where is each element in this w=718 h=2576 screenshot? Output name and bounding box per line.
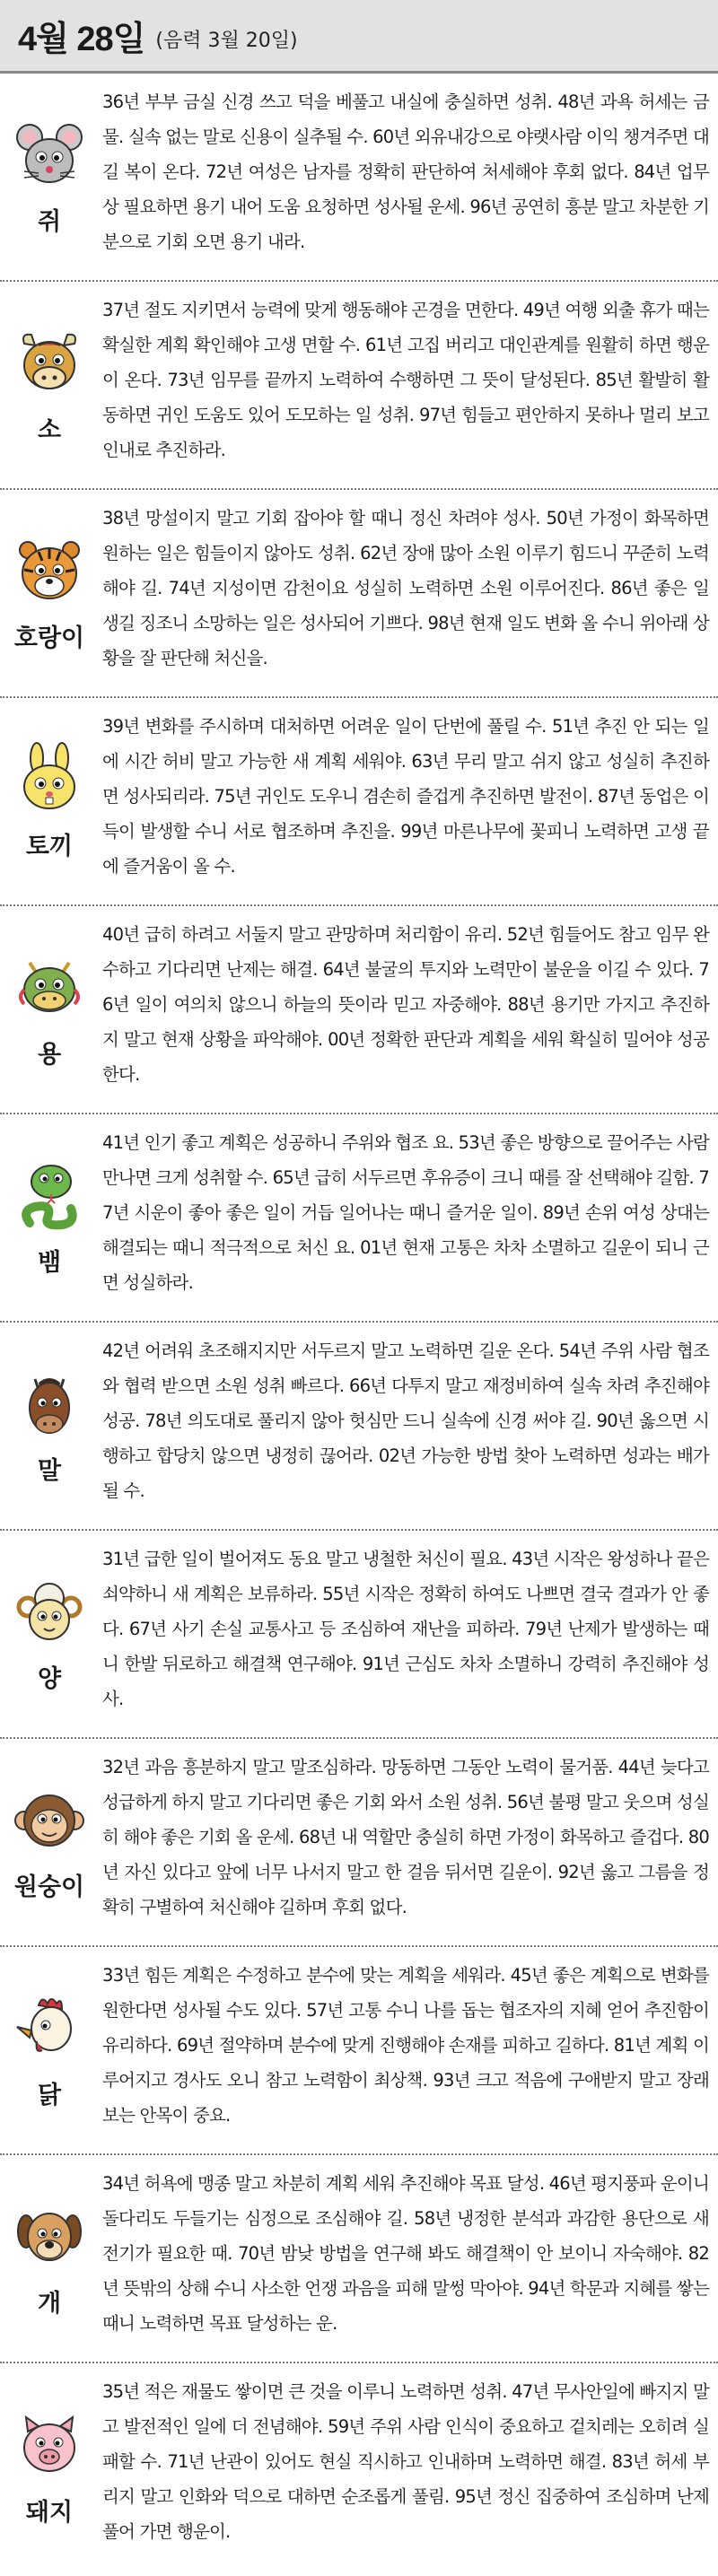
page-header [0, 0, 718, 74]
animal-name: 소 [37, 415, 62, 444]
animal-cell [0, 1531, 99, 1737]
animal-cell [0, 74, 99, 280]
animal-cell [0, 1323, 99, 1529]
fortune-text: 32년 과음 흥분하지 말고 말조심하라. 망동하면 그동안 노력이 물거품. 44년 늦다고 성급하게 하지 말고 기다리면 좋은 기회 와서 소원 성취. 56년 불평 말고 웃으며 성실히 해야 좋은 기회 올 운세. 68년 내 역할만 충실히 하면 가정이 화목하고 즐겁다. 80년 자신 있다고 앞에 너무 나서지 말고 한 걸음 뒤서면 길운이. 92년 옳고 그름을 정확히 구별하여 처신해야 길하며 후회 없다. [102, 1757, 709, 1917]
tiger-icon [12, 534, 87, 609]
animal-cell [0, 906, 99, 1113]
animal-name: 호랑이 [13, 624, 85, 652]
animal-name: 말 [37, 1456, 62, 1485]
fortune-text: 35년 적은 재물도 쌓이면 큰 것을 이루니 노력하면 성취. 47년 무사안일에 빠지지 말고 발전적인 일에 더 전념해야. 59년 주위 사람 인식이 중요하고 겉치레는 오히려 실패할 수. 71년 난관이 있어도 현실 직시하고 인내하며 노력하면 해결. 83년 허세 부리지 말고 인화와 덕으로 대하면 순조롭게 풀림. 95년 정신 집중하여 조심하며 난제 풀어 가면 행운이. [102, 2381, 709, 2542]
animal-name: 돼지 [25, 2498, 74, 2527]
animal-name: 양 [37, 1664, 62, 1693]
fortune-text: 31년 급한 일이 벌어져도 동요 말고 냉철한 처신이 필요. 43년 시작은 왕성하나 끝은 쇠약하니 새 계획은 보류하라. 55년 시작은 정확히 하여도 나쁘면 결국 결과가 안 좋다. 67년 사기 손실 교통사고 등 조심하여 재난을 피하라. 79년 난제가 발생하는 때니 한발 뒤로하고 해결책 연구해야. 91년 근심도 차차 소멸하니 강력히 추진해야 성사. [102, 1549, 709, 1709]
animal-cell [0, 1739, 99, 1945]
fortune-row-sheep [0, 1531, 718, 1739]
animal-cell [0, 2363, 99, 2572]
dragon-icon [12, 950, 87, 1026]
ox-icon [12, 326, 87, 401]
fortune-text: 38년 망설이지 말고 기회 잡아야 할 때니 정신 차려야 성사. 50년 가정이 화목하면 원하는 일은 힘들이지 않아도 성취. 62년 장애 많아 소원 이루기 힘드니 꾸준히 노력해야 길. 74년 지성이면 감천이요 성실히 노력하면 소원 이루어진다. 86년 좋은 일 생길 징조니 소망하는 일은 성사되어 기쁘다. 98년 현재 일도 변화 올 수니 위아래 상황을 잘 판단해 처신을. [102, 508, 709, 668]
lunar-date: (음력 3월 20일) [155, 30, 298, 52]
fortune-list [0, 74, 718, 2572]
fortune-row-rat [0, 74, 718, 282]
fortune-text: 39년 변화를 주시하며 대처하면 어려운 일이 단번에 풀릴 수. 51년 추진 안 되는 일에 시간 허비 말고 가능한 새 계획 세워야. 63년 무리 말고 쉬지 않고 성실히 추진하면 성사되리라. 75년 귀인도 도우니 겸손히 즐겁게 추진하면 발전이. 87년 동업은 이득이 발생할 수니 서로 협조하며 추진을. 99년 마른나무에 꽃피니 노력하면 고생 끝에 즐거움이 올 수. [102, 716, 709, 877]
fortune-text: 37년 절도 지키면서 능력에 맞게 행동해야 곤경을 면한다. 49년 여행 외출 휴가 때는 확실한 계획 확인해야 고생 면할 수. 61년 고집 버리고 대인관계를 원활히 하면 행운이 온다. 73년 임무를 끝까지 노력하여 수행하면 그 뜻이 달성된다. 85년 활발히 활동하면 귀인 도움도 있어 도모하는 일 성취. 97년 힘들고 편안하지 못하나 멀리 보고 인내로 추진하라. [102, 300, 709, 460]
animal-cell [0, 282, 99, 488]
fortune-row-snake [0, 1114, 718, 1323]
animal-name: 개 [37, 2289, 62, 2318]
animal-cell [0, 1114, 99, 1321]
fortune-text: 34년 허욕에 맹종 말고 차분히 계획 세워 추진해야 목표 달성. 46년 평지풍파 운이니 돌다리도 두들기는 심정으로 조심해야 길. 58년 냉정한 분석과 과감한 용단으로 새 전기가 필요한 때. 70년 밤낮 방법을 연구해 봐도 해결책이 안 보이니 자숙해야. 82년 뜻밖의 상해 수니 사소한 언쟁 과음을 피해 말썽 막아야. 94년 학문과 지혜를 쌓는 때니 노력하면 목표 달성하는 운. [102, 2173, 709, 2334]
fortune-row-monkey [0, 1739, 718, 1947]
fortune-row-rooster [0, 1947, 718, 2155]
animal-name: 토끼 [25, 832, 74, 860]
rat-icon [12, 118, 87, 193]
fortune-row-dog [0, 2155, 718, 2363]
animal-cell [0, 698, 99, 904]
fortune-text: 33년 힘든 계획은 수정하고 분수에 맞는 계획을 세워라. 45년 좋은 계획으로 변화를 원한다면 성사될 수도 있다. 57년 고통 수니 나를 돕는 협조자의 지혜 얻어 추진함이 유리하다. 69년 절약하며 분수에 맞게 진행해야 손재를 피하고 길하다. 81년 계획 이루어지고 경사도 오니 참고 노력함이 최상책. 93년 크고 적음에 구애받지 말고 장래 보는 안목이 중요. [102, 1965, 709, 2126]
fortune-row-pig [0, 2363, 718, 2572]
animal-name: 원숭이 [13, 1873, 85, 1901]
animal-name: 뱀 [37, 1248, 62, 1277]
animal-name: 쥐 [37, 207, 62, 236]
pig-icon [12, 2408, 87, 2484]
fortune-row-ox [0, 282, 718, 490]
dog-icon [12, 2199, 87, 2275]
date-title: 4월 28일 [18, 21, 145, 58]
rooster-icon [12, 1991, 87, 2066]
animal-name: 닭 [37, 2081, 62, 2109]
fortune-text: 42년 어려워 초조해지지만 서두르지 말고 노력하면 길운 온다. 54년 주위 사람 협조와 협력 받으면 소원 성취 빠르다. 66년 다투지 말고 재정비하여 실속 차려 추진해야 성공. 78년 의도대로 풀리지 않아 헛심만 드니 실속에 신경 써야 길. 90년 옳으면 시행하고 합당치 않으면 냉정히 끊어라. 02년 가능한 방법 찾아 노력하면 성과는 배가될 수. [102, 1340, 709, 1501]
fortune-row-tiger [0, 490, 718, 698]
animal-cell [0, 1947, 99, 2153]
monkey-icon [12, 1783, 87, 1858]
fortune-text: 40년 급히 하려고 서둘지 말고 관망하며 처리함이 유리. 52년 힘들어도 참고 임무 완수하고 기다리면 난제는 해결. 64년 불굴의 투지와 노력만이 불운을 이길 수 있다. 76년 일이 여의치 않으니 하늘의 뜻이라 믿고 자중해야. 88년 용기만 가지고 추진하지 말고 현재 상황을 파악해야. 00년 정확한 판단과 계획을 세워 확실히 밀어야 성공한다. [102, 924, 709, 1085]
fortune-row-dragon [0, 906, 718, 1114]
rabbit-icon [12, 742, 87, 817]
fortune-text: 41년 인기 좋고 계획은 성공하니 주위와 협조 요. 53년 좋은 방향으로 끌어주는 사람 만나면 크게 성취할 수. 65년 급히 서두르면 후유증이 크니 때를 잘 선택해야 길함. 77년 시운이 좋아 좋은 일이 거듭 일어나는 때니 즐거운 일이. 89년 손위 여성 상대는 해결되는 때니 적극적으로 처신 요. 01년 현재 고통은 차차 소멸하고 길운이 되니 근면 성실하라. [102, 1132, 709, 1293]
sheep-icon [12, 1575, 87, 1650]
animal-cell [0, 490, 99, 696]
snake-icon [12, 1158, 87, 1234]
fortune-text: 36년 부부 금실 신경 쓰고 덕을 베풀고 내실에 충실하면 성취. 48년 과욕 허세는 금물. 실속 없는 말로 신용이 실추될 수. 60년 외유내강으로 야랫사람 이익 챙겨주면 대길 복이 온다. 72년 여성은 남자를 정확히 판단하여 처세해야 후회 없다. 84년 업무상 필요하면 용기 내어 도움 요청하면 성사될 운세. 96년 공연히 흥분 말고 차분한 기분으로 기회 오면 용기 내라. [102, 92, 709, 252]
animal-name: 용 [37, 1040, 62, 1069]
animal-cell [0, 2155, 99, 2362]
fortune-row-rabbit [0, 698, 718, 906]
fortune-row-horse [0, 1323, 718, 1531]
horse-icon [12, 1367, 87, 1442]
